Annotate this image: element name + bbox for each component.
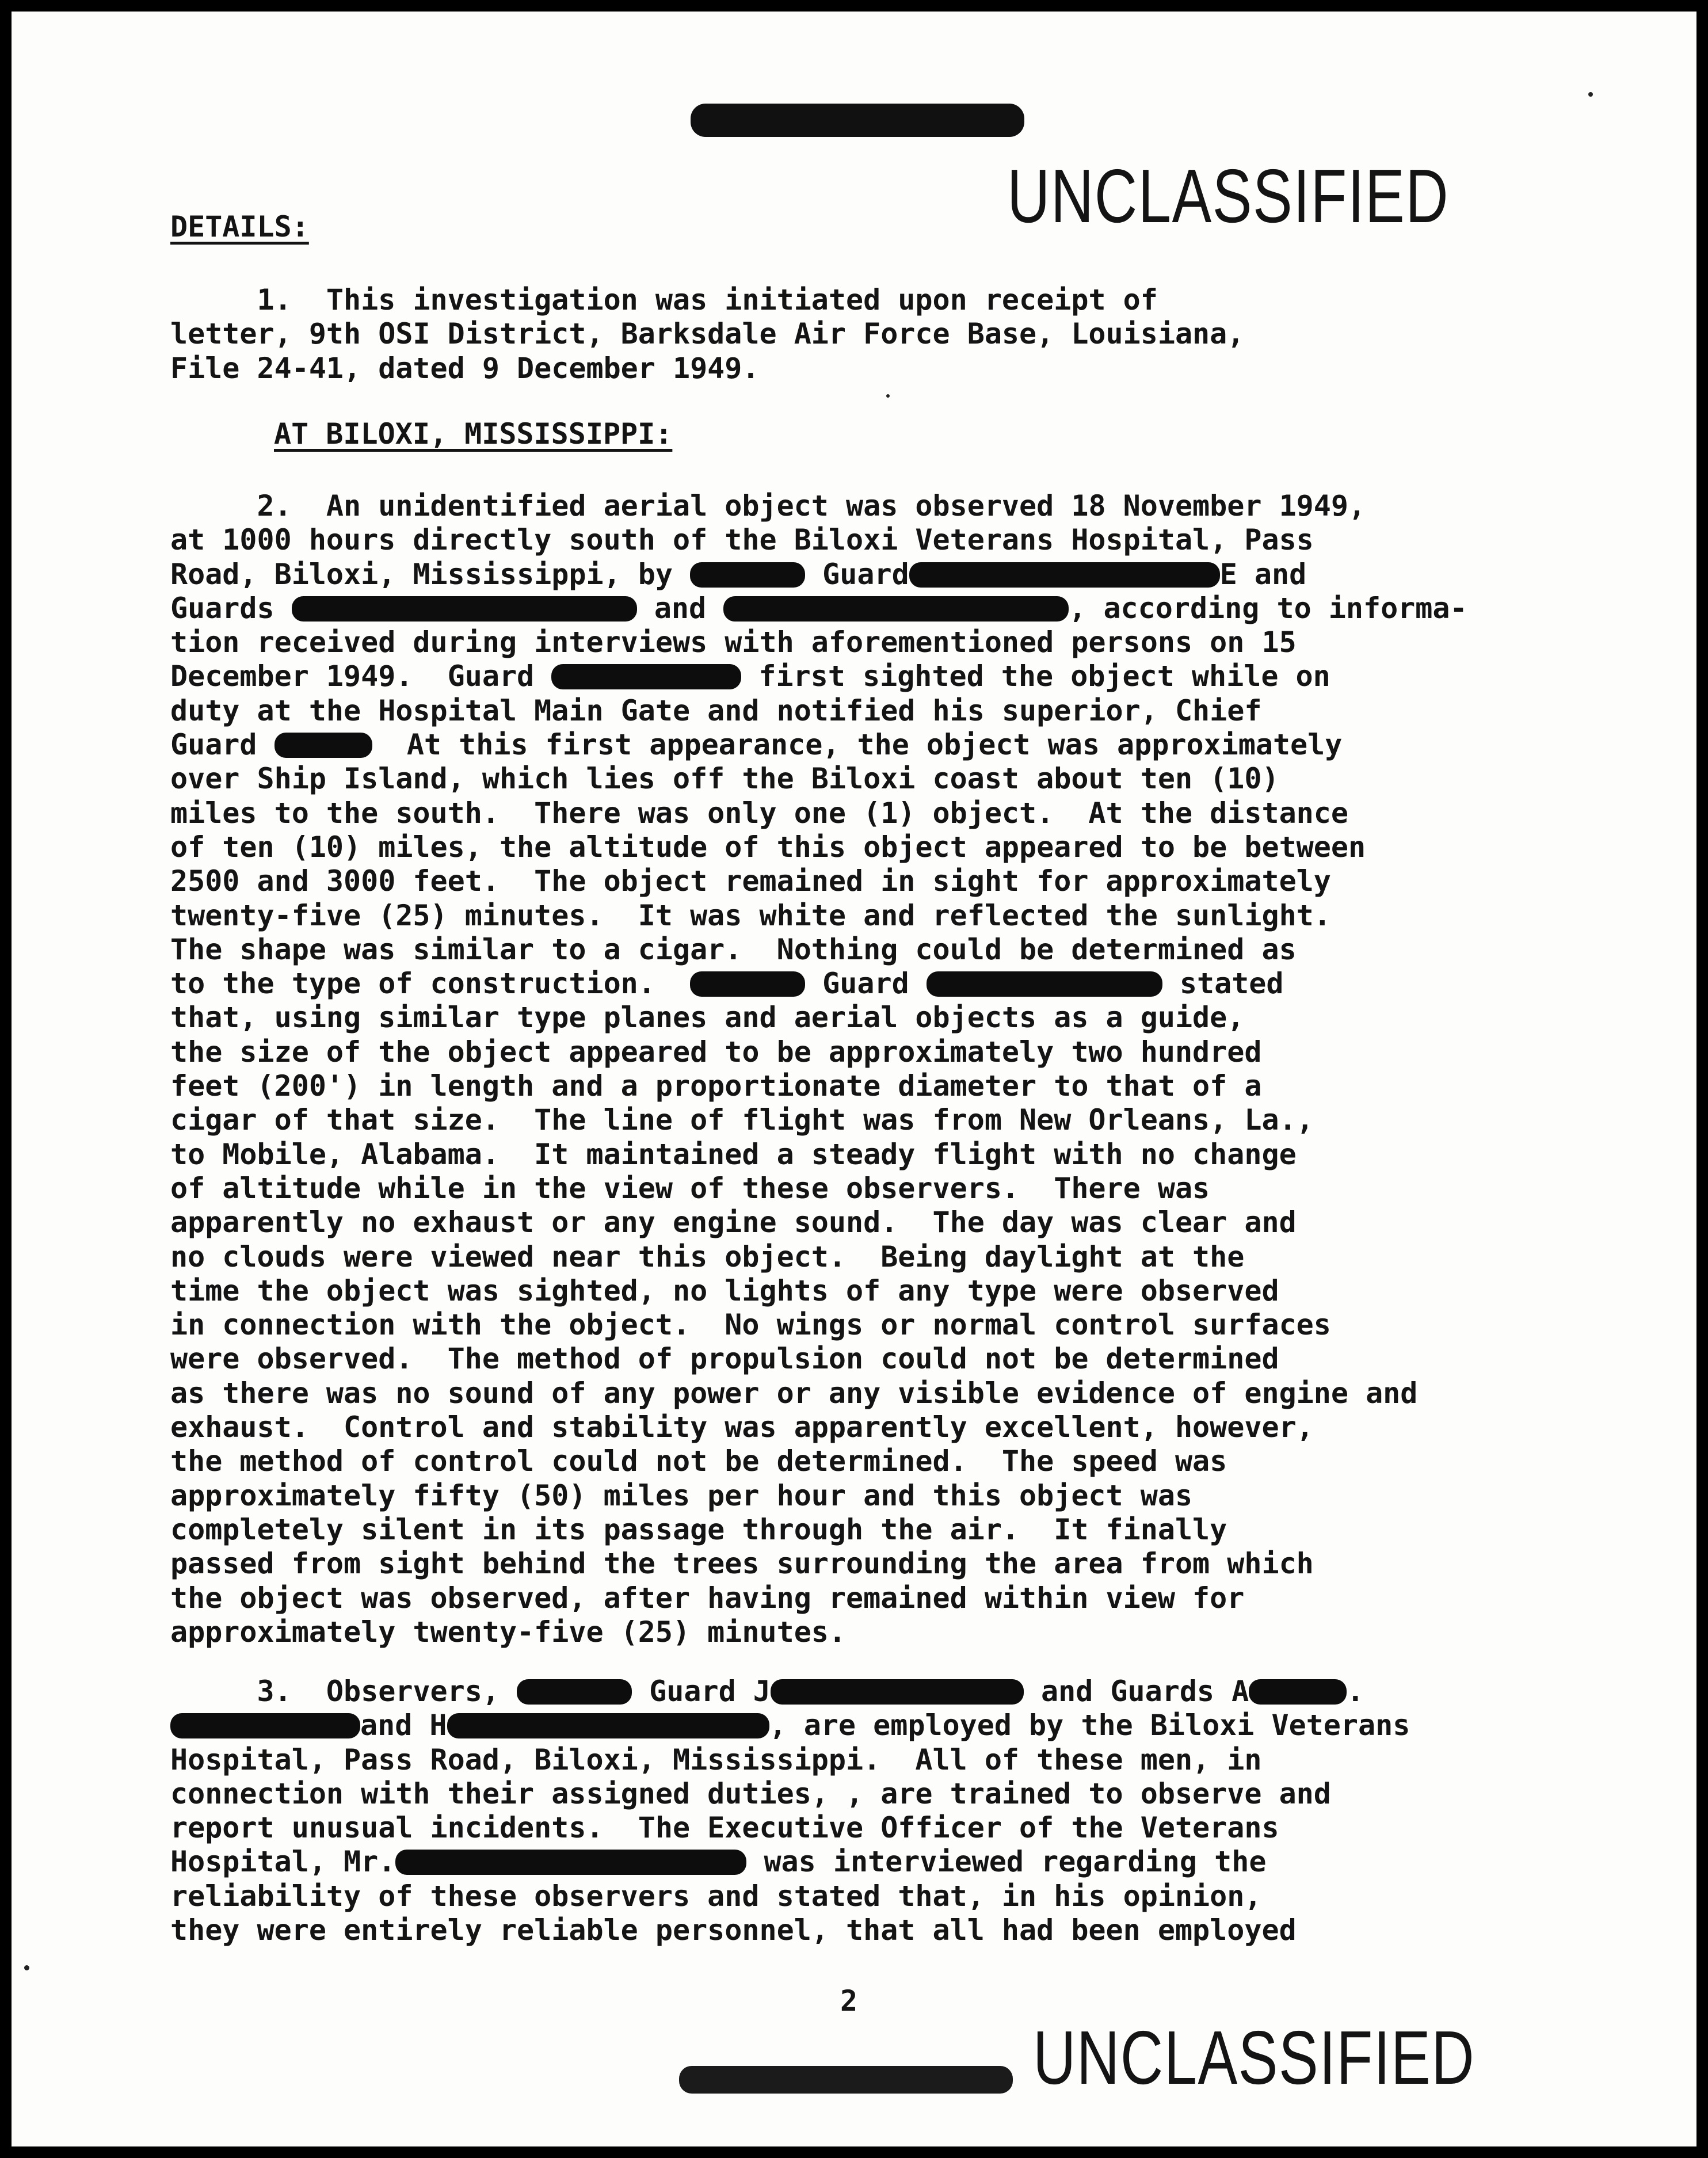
p2-line-3b: Guard bbox=[805, 557, 909, 591]
redaction-mark bbox=[170, 1713, 360, 1738]
p2-line-4a: Guards bbox=[170, 591, 292, 625]
paragraph-3 bbox=[170, 1675, 1696, 1947]
p2-line-8a: Guard bbox=[170, 728, 274, 762]
p3-body-middle: Hospital, Pass Road, Biloxi, Mississippi. All of these men, in connection with their assigned duties, , are trained to observe and report unusual incidents. The Executive Officer of the Veterans bbox=[170, 1743, 1331, 1845]
p2-line-6a: December 1949. Guard bbox=[170, 659, 552, 693]
p2-line-7: duty at the Hospital Main Gate and notified his superior, Chief bbox=[170, 693, 1262, 727]
p3-line-1b: Guard J bbox=[632, 1675, 771, 1708]
scan-speck bbox=[24, 1965, 29, 1970]
p2-body-tail: that, using similar type planes and aerial objects as a guide, the size of the object appeared to be approximately two hundred feet (200') in length and a proportionate diameter to that of a cigar of that size. The line of flight was from New Orleans, La., to Mobile, Alabama. It maintained a steady flight with no change of altitude while in the view of these observers. There was apparently no exhaust or any engine sound. The day was clear and no clouds were viewed near this object. Being daylight at the time the object was sighted, no lights of any type were observed in connection with the object. No wings or normal control surfaces were observed. The method of propulsion could not be determined as there was no sound of any power or any visible evidence of engine and exhaust. Control and stability was apparently excellent, however, the method of control could not be determined. The speed was approximately fifty (50) miles per hour and this object was completely silent in its passage through the air. It finally passed from sight behind the trees surrounding the area from which the object was observed, after having remained within view for approximately twenty-five (25) minutes. bbox=[170, 1001, 1418, 1649]
p2-line-15c: stated bbox=[1162, 967, 1284, 1001]
p2-line-2: at 1000 hours directly south of the Biloxi Veterans Hospital, Pass bbox=[170, 523, 1314, 557]
section-heading-location: AT BILOXI, MISSISSIPPI: bbox=[274, 417, 673, 451]
p3-line-2a: and H bbox=[360, 1709, 447, 1743]
p2-line-6b: first sighted the object while on bbox=[741, 659, 1330, 693]
classification-stamp-bottom: UNCLASSIFIED bbox=[1033, 2015, 1476, 2100]
redaction-mark bbox=[447, 1713, 769, 1738]
classification-stamp-top: UNCLASSIFIED bbox=[1007, 154, 1450, 238]
redaction-mark bbox=[927, 971, 1162, 997]
redaction-mark bbox=[909, 562, 1220, 588]
page-number: 2 bbox=[840, 1984, 858, 2018]
scan-speck bbox=[1588, 92, 1593, 97]
redaction-mark bbox=[690, 971, 805, 997]
p2-line-3a: Road, Biloxi, Mississippi, by bbox=[170, 557, 691, 591]
p2-line-4c: , according to informa- bbox=[1069, 591, 1467, 625]
redaction-mark bbox=[517, 1679, 632, 1705]
redaction-mark bbox=[551, 664, 741, 689]
redaction-mark bbox=[1249, 1679, 1347, 1705]
p3-line-1a: 3. Observers, bbox=[170, 1675, 517, 1708]
scan-speck bbox=[886, 394, 890, 398]
paragraph-2 bbox=[170, 489, 1696, 1649]
p2-line-15b: Guard bbox=[805, 967, 927, 1001]
document-page bbox=[12, 12, 1696, 2146]
redaction-mark bbox=[771, 1679, 1024, 1705]
p2-line-3c: E and bbox=[1219, 557, 1307, 591]
section-heading-details: DETAILS: bbox=[170, 210, 309, 243]
redaction-mark bbox=[395, 1850, 746, 1875]
p2-body-middle: over Ship Island, which lies off the Biloxi coast about ten (10) miles to the south. There was only one (1) object. At the distance of ten (10) miles, the altitude of this object appeared to be between 2500 and 3000 feet. The object remained in sight for approximately twenty-five (25) minutes. It was white and reflected the sunlight. The shape was similar to a cigar. Nothing could be determined as bbox=[170, 762, 1366, 966]
redaction-footer-bar bbox=[679, 2066, 1013, 2094]
redaction-mark bbox=[292, 596, 637, 622]
p2-line-4b: and bbox=[636, 591, 724, 625]
p3-line-2b: , are employed by the Biloxi Veterans bbox=[769, 1709, 1410, 1743]
p3-line-1c: and Guards A bbox=[1023, 1675, 1249, 1708]
paragraph-1: 1. This investigation was initiated upon receipt of letter, 9th OSI District, Barksdale Air Force Base, Louisiana, File 24-41, dated 9 December 1949. bbox=[170, 283, 1245, 385]
redaction-mark bbox=[274, 733, 372, 758]
redaction-mark bbox=[723, 596, 1069, 622]
p3-line-1d: . bbox=[1347, 1675, 1364, 1708]
p2-line-15a: to the type of construction. bbox=[170, 967, 691, 1001]
p3-body-tail: reliability of these observers and stated that, in his opinion, they were entirely reliable personnel, that all had been employed bbox=[170, 1879, 1297, 1947]
redaction-header-bar bbox=[691, 104, 1024, 137]
p3-line-6a: Hospital, Mr. bbox=[170, 1845, 396, 1879]
p2-line-8b: At this first appearance, the object was approximately bbox=[372, 728, 1343, 762]
p3-line-6b: was interviewed regarding the bbox=[746, 1845, 1267, 1879]
redaction-mark bbox=[690, 562, 805, 588]
p2-line-1: 2. An unidentified aerial object was observed 18 November 1949, bbox=[170, 489, 1366, 523]
p2-line-5: tion received during interviews with aforementioned persons on 15 bbox=[170, 626, 1297, 659]
